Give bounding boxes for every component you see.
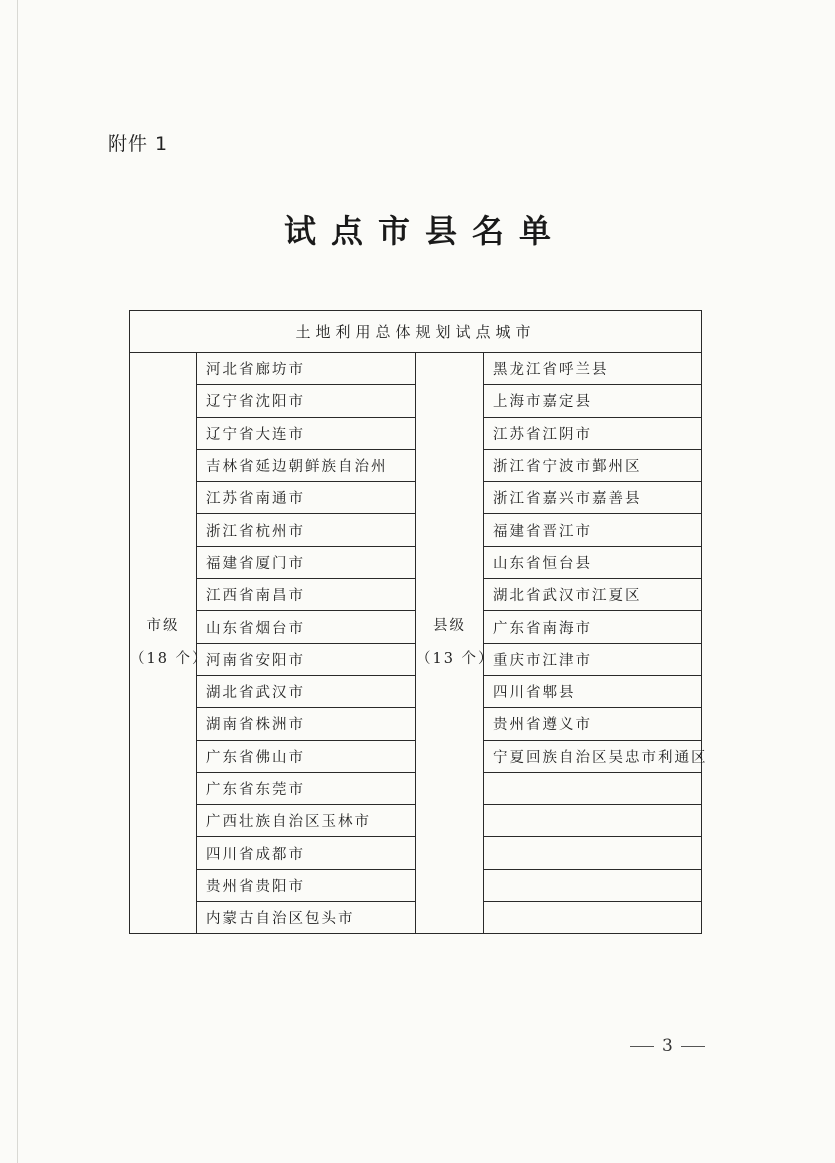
- city-item: 江西省南昌市: [197, 579, 416, 611]
- city-item: 贵州省贵阳市: [197, 869, 416, 901]
- city-item: 湖南省株洲市: [197, 708, 416, 740]
- page-title: 试点市县名单: [283, 212, 566, 250]
- county-item: 浙江省嘉兴市嘉善县: [484, 482, 702, 514]
- city-item: 吉林省延边朝鲜族自治州: [197, 449, 416, 481]
- page-number: [622, 1036, 706, 1056]
- city-item: 山东省烟台市: [197, 611, 416, 643]
- city-item: 浙江省杭州市: [197, 514, 416, 546]
- empty-cell: [484, 772, 702, 804]
- city-item: 福建省厦门市: [197, 546, 416, 578]
- city-item: 湖北省武汉市: [197, 675, 416, 707]
- county-item: 江苏省江阴市: [484, 417, 702, 449]
- empty-cell: [484, 805, 702, 837]
- pilot-cities-table: [129, 310, 708, 934]
- city-group-label: 市级: [146, 618, 180, 635]
- city-item: 内蒙古自治区包头市: [197, 902, 416, 934]
- city-item: 辽宁省沈阳市: [197, 385, 416, 417]
- county-group-label: 县级: [433, 618, 466, 635]
- city-item: 四川省成都市: [197, 837, 416, 869]
- county-item: 上海市嘉定县: [484, 385, 702, 417]
- empty-cell: [484, 869, 702, 901]
- city-group-cell: [130, 353, 209, 934]
- empty-cell: [484, 902, 702, 934]
- county-item: 黑龙江省呼兰县: [484, 353, 702, 385]
- city-item: 河北省廊坊市: [197, 353, 416, 385]
- table-body: [130, 311, 708, 934]
- page-number-dash-left: [630, 1046, 654, 1047]
- city-group-count: （18 个）: [130, 651, 209, 668]
- city-item: 江苏省南通市: [197, 482, 416, 514]
- county-group-cell: [416, 353, 495, 934]
- county-item: 贵州省遵义市: [484, 708, 702, 740]
- city-item: 河南省安阳市: [197, 643, 416, 675]
- county-item: 宁夏回族自治区吴忠市利通区: [484, 740, 702, 772]
- county-group-count: （13 个）: [416, 651, 495, 668]
- city-item: 广西壮族自治区玉林市: [197, 805, 416, 837]
- table-header-row: [130, 311, 702, 353]
- county-item: 山东省恒台县: [484, 546, 702, 578]
- county-item: 湖北省武汉市江夏区: [484, 579, 702, 611]
- scan-edge-line: [17, 0, 18, 1163]
- county-item: 浙江省宁波市鄞州区: [484, 449, 702, 481]
- city-item: 广东省佛山市: [197, 740, 416, 772]
- empty-cell: [484, 837, 702, 869]
- county-item: 重庆市江津市: [484, 643, 702, 675]
- city-item: 辽宁省大连市: [197, 417, 416, 449]
- table-header: 土地利用总体规划试点城市: [130, 311, 702, 353]
- county-item: 福建省晋江市: [484, 514, 702, 546]
- page-number-dash-right: [681, 1046, 705, 1047]
- county-item: 四川省郫县: [484, 675, 702, 707]
- table-row: [130, 353, 702, 385]
- attachment-label: 附件 1: [108, 133, 169, 155]
- page-number-value: 3: [662, 1036, 673, 1056]
- city-item: 广东省东莞市: [197, 772, 416, 804]
- county-item: 广东省南海市: [484, 611, 702, 643]
